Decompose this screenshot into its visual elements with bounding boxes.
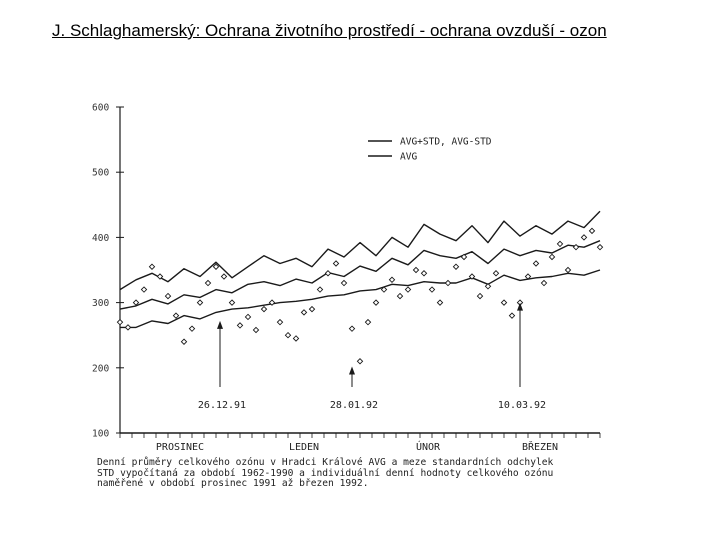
- data-point: [325, 271, 330, 276]
- data-point: [253, 327, 258, 332]
- annotation-label: 26.12.91: [197, 400, 247, 411]
- y-tick-label: 400: [92, 232, 110, 244]
- y-tick-label: 600: [92, 102, 110, 114]
- y-tick-label: 500: [92, 167, 110, 179]
- data-point: [309, 307, 314, 312]
- data-point: [557, 241, 562, 246]
- data-point: [533, 261, 538, 266]
- chart-series: [117, 211, 602, 364]
- data-point: [445, 280, 450, 285]
- data-point: [405, 287, 410, 292]
- data-point: [141, 287, 146, 292]
- data-point: [437, 300, 442, 305]
- annotation-arrowhead: [517, 303, 523, 311]
- data-point: [413, 267, 418, 272]
- chart-legend: [368, 137, 492, 163]
- data-point: [581, 235, 586, 240]
- data-point: [197, 300, 202, 305]
- data-point: [125, 325, 130, 330]
- data-point: [293, 336, 298, 341]
- data-point: [453, 264, 458, 269]
- data-point: [429, 287, 434, 292]
- data-point: [357, 359, 362, 364]
- month-label: ÚNOR: [415, 442, 441, 453]
- legend-label: AVG: [400, 151, 418, 163]
- annotation-arrowhead: [217, 321, 223, 329]
- month-label: PROSINEC: [155, 442, 205, 453]
- data-point: [173, 313, 178, 318]
- data-point: [237, 323, 242, 328]
- caption-line: Denní průměry celkového ozónu v Hradci Králové AVG a meze standardních odchylek: [97, 457, 554, 468]
- data-point: [349, 326, 354, 331]
- data-point: [493, 271, 498, 276]
- data-point: [333, 261, 338, 266]
- data-point: [589, 228, 594, 233]
- data-point: [205, 280, 210, 285]
- month-label: BŘEZEN: [521, 442, 559, 453]
- data-point: [117, 320, 122, 325]
- data-point: [501, 300, 506, 305]
- month-label: LEDEN: [288, 442, 320, 453]
- data-point: [421, 271, 426, 276]
- data-point: [301, 310, 306, 315]
- caption-line: STD vypočítaná za období 1962-1990 a individuální denní hodnoty celkového ozónu: [97, 467, 554, 479]
- data-point: [181, 339, 186, 344]
- data-point: [165, 293, 170, 298]
- data-point: [341, 280, 346, 285]
- data-point: [485, 284, 490, 289]
- data-point: [149, 264, 154, 269]
- data-point: [365, 320, 370, 325]
- slide-title: J. Schlaghamerský: Ochrana životního prostředí - ochrana ovzduší - ozon: [52, 21, 607, 40]
- data-point: [189, 326, 194, 331]
- y-tick-label: 300: [92, 298, 110, 310]
- annotation-label: 10.03.92: [497, 400, 547, 411]
- figure-caption: [97, 458, 617, 490]
- y-tick-label: 100: [92, 428, 110, 440]
- data-point: [373, 300, 378, 305]
- data-point: [397, 293, 402, 298]
- data-point: [509, 313, 514, 318]
- chart-annotations: [198, 303, 546, 411]
- data-point: [245, 314, 250, 319]
- data-point: [549, 254, 554, 259]
- data-point: [477, 293, 482, 298]
- caption-line: naměřené v období prosinec 1991 až březen 1992.: [97, 478, 369, 489]
- data-point: [261, 307, 266, 312]
- data-point: [229, 300, 234, 305]
- data-point: [541, 280, 546, 285]
- data-point: [285, 333, 290, 338]
- legend-label: AVG+STD, AVG-STD: [400, 136, 492, 148]
- data-point: [277, 320, 282, 325]
- data-point: [565, 267, 570, 272]
- data-point: [389, 277, 394, 282]
- data-point: [597, 245, 602, 250]
- y-tick-label: 200: [92, 363, 110, 375]
- data-point: [317, 287, 322, 292]
- annotation-label: 28.01.92: [329, 400, 379, 411]
- data-point: [221, 274, 226, 279]
- annotation-arrowhead: [349, 366, 355, 374]
